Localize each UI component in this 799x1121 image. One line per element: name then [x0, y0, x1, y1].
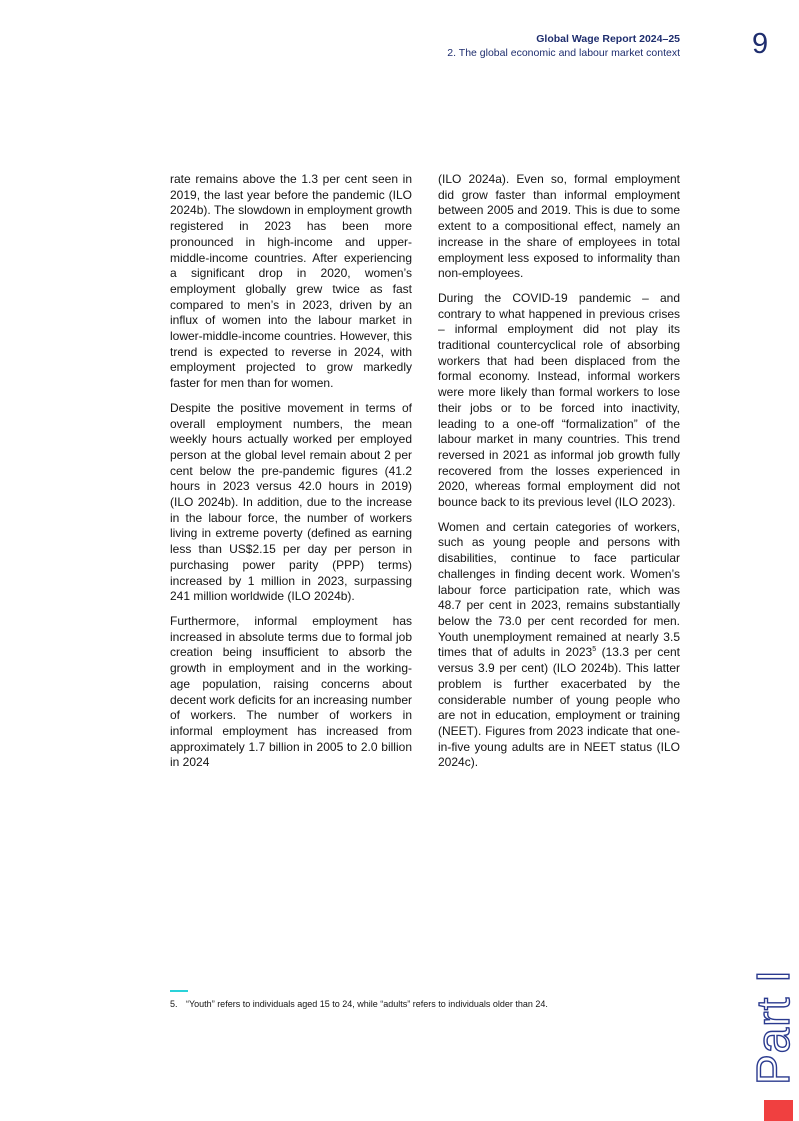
paragraph-text: Women and certain categories of workers, such as young people and persons with disabilities, continue to face particular challenges in finding decent work. Women’s labour force participation rate, which was 48.7 per cent in 2023, remains substantially below the 73.0 per cent recorded for men. Youth unemployment remained at nearly 3.5 times that of adults in 2023: [438, 519, 680, 660]
footnote-reference[interactable]: 5: [592, 646, 597, 654]
body-paragraph: rate remains above the 1.3 per cent seen in 2019, the last year before the pandemic (ILO 2024b). The slowdown in employment growth registered in 2023 has been more pronounced in high-income and upper-middle-income countries. After experiencing a significant drop in 2020, women’s employment globally grew twice as fast compared to men’s in 2023, driven by an influx of women into the labour market in lower-middle-income countries. However, this trend is expected to reverse in 2024, with employment projected to grow markedly faster for men than for women.: [170, 172, 412, 391]
paragraph-text: (13.3 per cent versus 3.9 per cent) (ILO 2024b). This latter problem is further exacerbated by the considerable number of young people who are not in education, employment or training (NEET). Figures from 2023 indicate that one-in-five young adults are in NEET status (ILO 2024c).: [438, 645, 680, 770]
body-paragraph: (ILO 2024a). Even so, formal employment did grow faster than informal employment between 2005 and 2019. This is due to some extent to a compositional effect, namely an increase in the share of employees in total employment less exposed to informality than non-employees.: [438, 172, 680, 281]
footnote-number: 5.: [170, 999, 178, 1009]
report-title: Global Wage Report 2024–25: [536, 33, 680, 45]
footnote: [170, 998, 548, 1010]
body-paragraph: Despite the positive movement in terms of overall employment numbers, the mean weekly hours actually worked per employed person at the global level remain about 2 per cent below the pre-pandemic figures (41.2 hours in 2023 versus 42.0 hours in 2019) (ILO 2024b). In addition, due to the increase in the labour force, the number of workers living in extreme poverty (defined as earning less than US$2.15 per day per person in purchasing power parity (PPP) terms) increased by 1 million in 2023, surpassing 241 million worldwide (ILO 2024b).: [170, 400, 412, 604]
body-paragraph: During the COVID-19 pandemic – and contrary to what happened in previous crises – informal employment did not play its traditional countercyclical role of absorbing workers that had been displaced from the formal economy. Instead, informal workers were more likely than formal workers to lose their jobs or to be forced into inactivity, leading to a one-off “formalization” of the labour market in many countries. This trend reversed in 2021 as informal job growth fully recovered from the losses experienced in 2020, whereas formal employment did not bounce back to its previous level (ILO 2023).: [438, 290, 680, 510]
right-column: [438, 172, 680, 780]
running-header: [447, 33, 680, 60]
footnote-text: “Youth” refers to individuals aged 15 to 24, while “adults” refers to individuals older than 24.: [186, 999, 548, 1009]
chapter-title: 2. The global economic and labour market context: [447, 47, 680, 59]
part-label: Part I: [747, 969, 799, 1085]
footnote-divider: [170, 990, 188, 992]
left-column: [170, 172, 412, 780]
body-paragraph: [438, 520, 680, 771]
part-marker: [764, 1100, 793, 1121]
body-paragraph: Furthermore, informal employment has increased in absolute terms due to formal job creation being insufficient to absorb the growth in employment and in the working-age population, raising concerns about decent work deficits for an increasing number of workers. The number of workers in informal employment has increased from approximately 1.7 billion in 2005 to 2.0 billion in 2024: [170, 613, 412, 770]
page-number: 9: [752, 28, 769, 60]
